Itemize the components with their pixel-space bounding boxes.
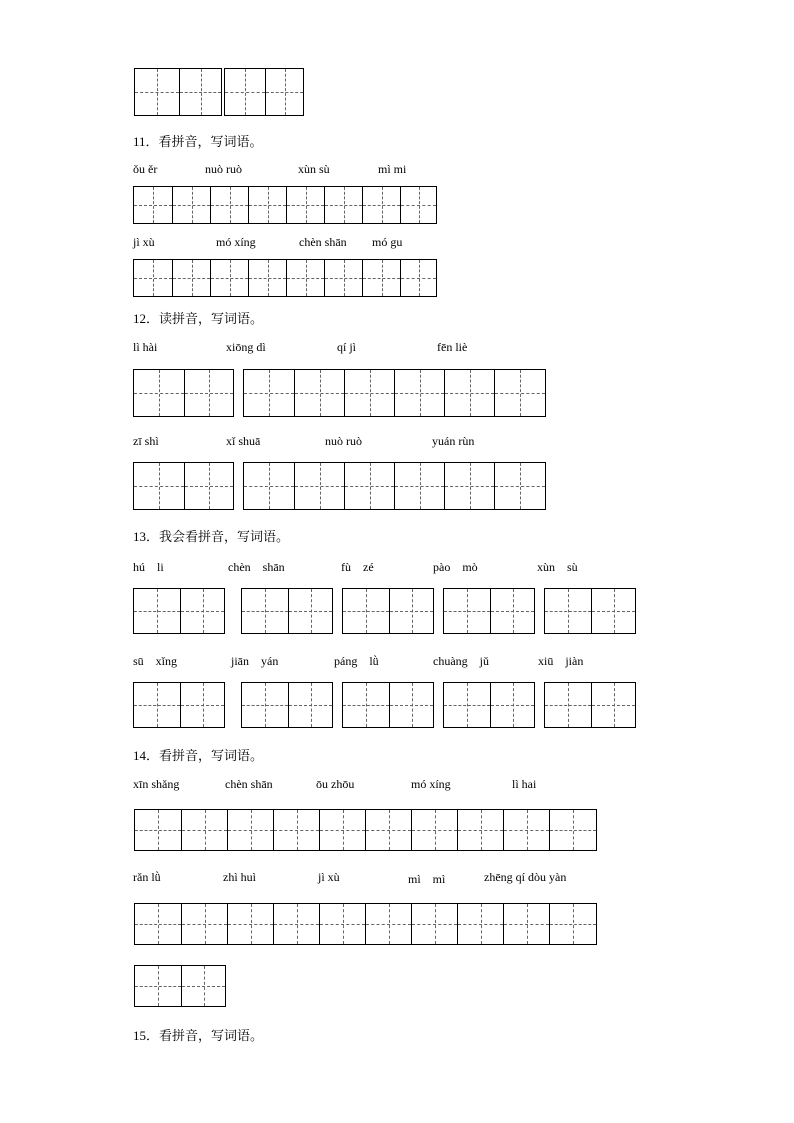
question-15-label: 15．看拼音，写词语。 <box>133 1028 264 1043</box>
answer-grid[interactable] <box>133 462 234 510</box>
pinyin: mó xíng <box>216 235 256 249</box>
answer-grid[interactable] <box>134 809 597 851</box>
pinyin: jì xù <box>318 870 340 884</box>
answer-grid[interactable] <box>134 903 597 945</box>
pinyin: mì mì <box>408 872 446 886</box>
pinyin: chèn shān <box>228 560 285 574</box>
pinyin: rǎn lǜ <box>133 870 161 884</box>
answer-grid[interactable] <box>224 68 304 116</box>
answer-grid[interactable] <box>243 369 546 417</box>
pinyin: xiū jiàn <box>538 654 584 668</box>
pinyin: qí jì <box>337 340 357 354</box>
pinyin: sū xǐng <box>133 654 178 668</box>
pinyin: lì hai <box>512 777 537 791</box>
answer-grid[interactable] <box>133 186 437 224</box>
question-12-label: 12．读拼音，写词语。 <box>133 311 264 326</box>
pinyin: fù zé <box>341 560 374 574</box>
answer-grid[interactable] <box>241 588 333 634</box>
pinyin: chuàng jǔ <box>433 654 489 668</box>
pinyin: mó xíng <box>411 777 451 791</box>
pinyin: pào mò <box>433 560 478 574</box>
question-14-label: 14．看拼音，写词语。 <box>133 748 264 763</box>
pinyin: mó gu <box>372 235 403 249</box>
pinyin: jiān yán <box>231 654 279 668</box>
question-11-label: 11．看拼音，写词语。 <box>133 134 263 149</box>
pinyin: fēn liè <box>437 340 468 354</box>
pinyin: mì mi <box>378 162 407 176</box>
answer-grid[interactable] <box>443 682 535 728</box>
pinyin: lì hài <box>133 340 158 354</box>
pinyin: chèn shān <box>225 777 273 791</box>
pinyin: nuò ruò <box>325 434 362 448</box>
pinyin: jì xù <box>133 235 155 249</box>
pinyin: xīn shǎng <box>133 777 180 791</box>
pinyin: zī shì <box>133 434 159 448</box>
answer-grid[interactable] <box>133 588 225 634</box>
answer-grid[interactable] <box>342 588 434 634</box>
pinyin: nuò ruò <box>205 162 242 176</box>
pinyin: páng lǜ <box>334 654 379 668</box>
pinyin: ōu zhōu <box>316 777 355 791</box>
pinyin: xiōng dì <box>226 340 266 354</box>
question-13-label: 13．我会看拼音，写词语。 <box>133 529 290 544</box>
pinyin: xǐ shuā <box>226 434 261 448</box>
pinyin: hú li <box>133 560 164 574</box>
answer-grid[interactable] <box>133 369 234 417</box>
pinyin: xùn sù <box>298 162 330 176</box>
answer-grid[interactable] <box>134 68 222 116</box>
pinyin: zhēng qí dòu yàn <box>484 870 567 884</box>
answer-grid[interactable] <box>544 588 636 634</box>
answer-grid[interactable] <box>342 682 434 728</box>
pinyin: chèn shān <box>299 235 347 249</box>
answer-grid[interactable] <box>241 682 333 728</box>
answer-grid[interactable] <box>544 682 636 728</box>
pinyin: ǒu ěr <box>133 162 158 176</box>
answer-grid[interactable] <box>443 588 535 634</box>
answer-grid[interactable] <box>134 965 226 1007</box>
answer-grid[interactable] <box>133 259 437 297</box>
pinyin: xùn sù <box>537 560 578 574</box>
answer-grid[interactable] <box>243 462 546 510</box>
pinyin: yuán rùn <box>432 434 475 448</box>
answer-grid[interactable] <box>133 682 225 728</box>
pinyin: zhì huì <box>223 870 256 884</box>
